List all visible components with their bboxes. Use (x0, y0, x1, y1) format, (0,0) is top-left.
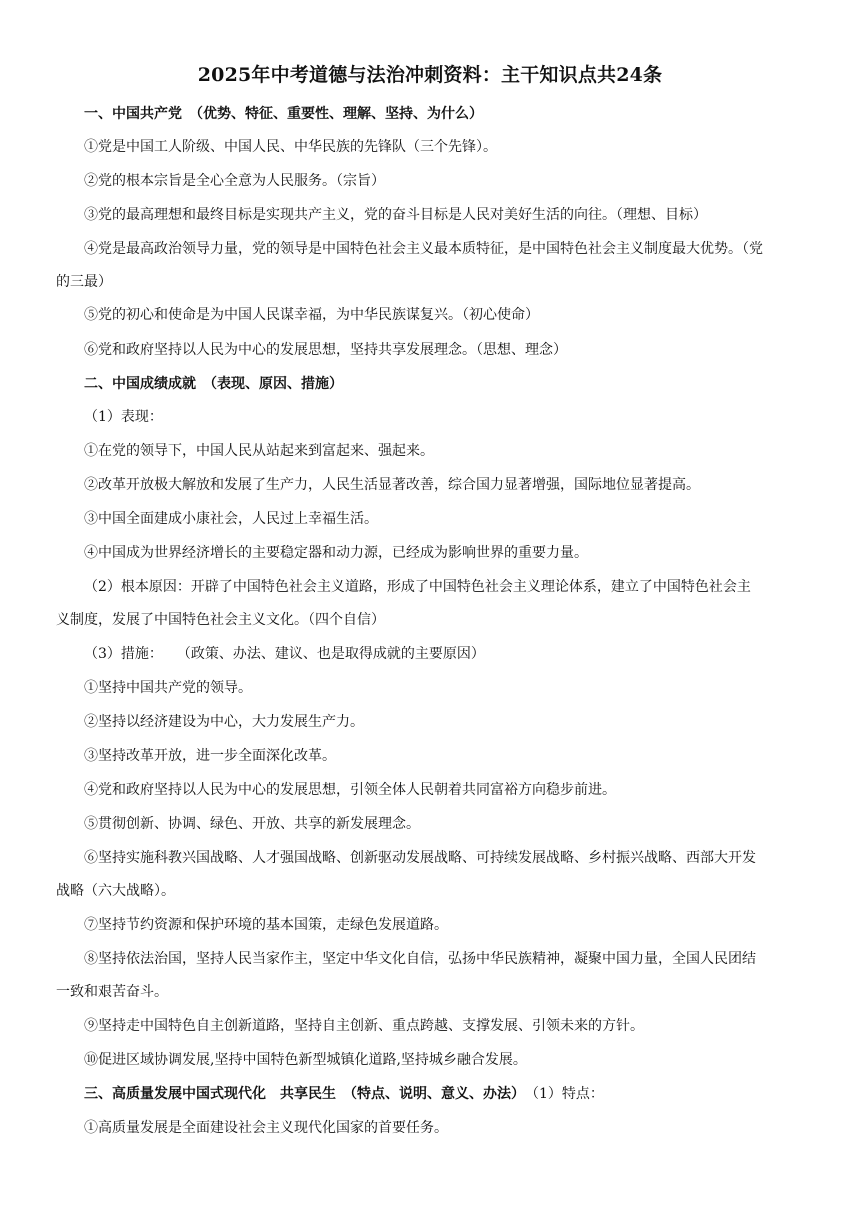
paragraph: ①坚持中国共产党的领导。 (84, 680, 252, 696)
section-2-title: 二、中国成绩成就 (84, 376, 196, 392)
section-3-title: 三、高质量发展中国式现代化 共享民生 (84, 1086, 336, 1102)
paragraph: ⑥坚持实施科教兴国战略、人才强国战略、创新驱动发展战略、可持续发展战略、乡村振兴战略、西部大开发 (84, 850, 756, 866)
paragraph: ⑤党的初心和使命是为中国人民谋幸福，为中华民族谋复兴。（初心使命） (84, 307, 539, 323)
paragraph: ⑦坚持节约资源和保护环境的基本国策，走绿色发展道路。 (84, 917, 448, 933)
paragraph: ⑤贯彻创新、协调、绿色、开放、共享的新发展理念。 (84, 816, 420, 832)
paragraph: ④中国成为世界经济增长的主要稳定器和动力源，已经成为影响世界的重要力量。 (84, 545, 588, 561)
paragraph: ②党的根本宗旨是全心全意为人民服务。（宗旨） (84, 173, 385, 189)
paragraph: ③中国全面建成小康社会，人民过上幸福生活。 (84, 511, 378, 527)
paragraph: （2）根本原因：开辟了中国特色社会主义道路，形成了中国特色社会主义理论体系，建立了中国特色社会主 (84, 579, 751, 595)
paragraph: ①高质量发展是全面建设社会主义现代化国家的首要任务。 (84, 1120, 448, 1136)
document-title: 2025年中考道德与法治冲刺资料：主干知识点共24条 (197, 64, 663, 86)
paragraph: ①在党的领导下，中国人民从站起来到富起来、强起来。 (84, 443, 434, 459)
section-3-subsection-label: （1）特点： (532, 1086, 604, 1102)
section-3-heading (84, 1084, 824, 1104)
paragraph-continuation: 战略（六大战略）。 (56, 883, 175, 899)
section-3-subtitle: （特点、说明、意义、办法） (350, 1086, 518, 1102)
paragraph: ①党是中国工人阶级、中国人民、中华民族的先锋队（三个先锋）。 (84, 139, 497, 155)
section-1-subtitle: （优势、特征、重要性、理解、坚持、为什么） (196, 106, 483, 122)
paragraph: ②改革开放极大解放和发展了生产力，人民生活显著改善，综合国力显著增强，国际地位显著提高。 (84, 477, 700, 493)
subsection-label: （3）措施： （政策、办法、建议、也是取得成就的主要原因） (84, 646, 485, 662)
paragraph: ③党的最高理想和最终目标是实现共产主义，党的奋斗目标是人民对美好生活的向往。（理想、目标） (84, 207, 707, 223)
subsection-label: （1）表现： (84, 409, 163, 425)
paragraph: ④党和政府坚持以人民为中心的发展思想，引领全体人民朝着共同富裕方向稳步前进。 (84, 782, 616, 798)
paragraph-continuation: 一致和艰苦奋斗。 (56, 984, 168, 1000)
paragraph-continuation: 义制度，发展了中国特色社会主义文化。（四个自信） (56, 612, 385, 628)
paragraph: ⑩促进区域协调发展,坚持中国特色新型城镇化道路,坚持城乡融合发展。 (84, 1052, 527, 1068)
paragraph: ②坚持以经济建设为中心，大力发展生产力。 (84, 714, 364, 730)
section-2-heading (84, 374, 824, 394)
paragraph: ⑨坚持走中国特色自主创新道路，坚持自主创新、重点跨越、支撑发展、引领未来的方针。 (84, 1018, 644, 1034)
paragraph: ⑥党和政府坚持以人民为中心的发展思想，坚持共享发展理念。（思想、理念） (84, 342, 567, 358)
paragraph: ⑧坚持依法治国，坚持人民当家作主，坚定中华文化自信，弘扬中华民族精神，凝聚中国力量，全国人民团结 (84, 951, 756, 967)
section-1-heading (84, 104, 824, 124)
section-2-subtitle: （表现、原因、措施） (210, 376, 343, 392)
paragraph: ④党是最高政治领导力量，党的领导是中国特色社会主义最本质特征，是中国特色社会主义制度最大优势。（党 (84, 241, 763, 257)
paragraph: ③坚持改革开放，进一步全面深化改革。 (84, 748, 336, 764)
section-1-title: 一、中国共产党 (84, 106, 182, 122)
paragraph-continuation: 的三最） (56, 274, 112, 290)
